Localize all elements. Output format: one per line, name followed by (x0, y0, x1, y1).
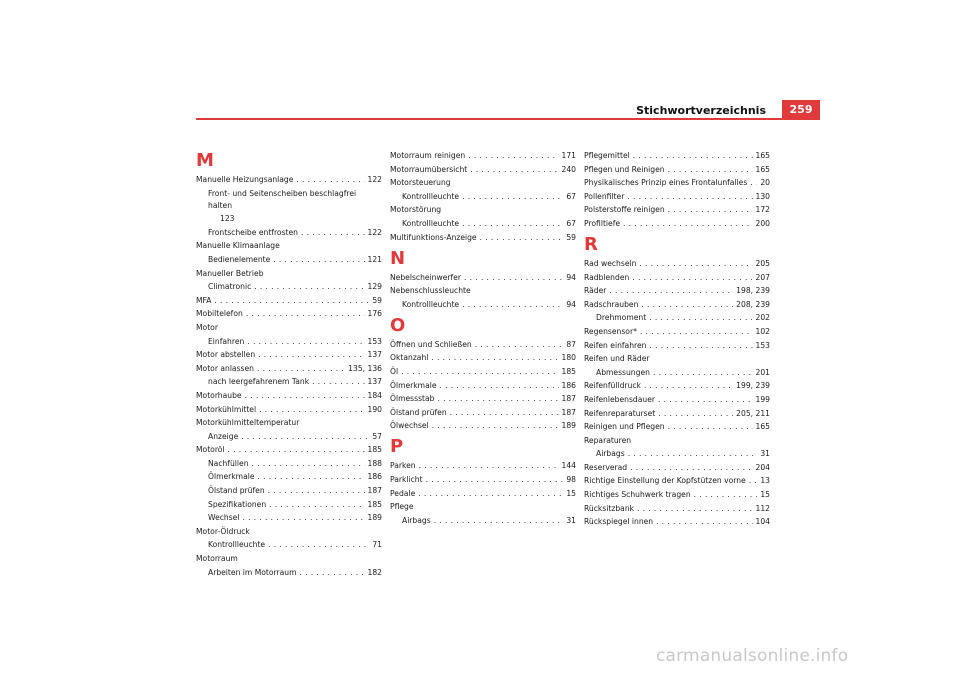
index-entry-page: 57 (372, 431, 382, 441)
dot-leader (437, 393, 558, 405)
index-section-letter: P (390, 436, 404, 458)
index-column-1 (196, 150, 382, 580)
index-entry-term: Wechsel (208, 513, 240, 523)
index-entry (584, 408, 770, 420)
index-entry-term: Motor abstellen (196, 350, 256, 360)
index-heading: Reifen und Räder (584, 354, 650, 364)
index-entry-term: Rückspiegel innen (584, 517, 654, 527)
dot-leader (470, 164, 558, 176)
index-entry-term: Airbags (596, 449, 625, 459)
index-entry-term: Pedale (390, 488, 416, 498)
index-entry-term: MFA (196, 295, 212, 305)
index-entry (390, 393, 576, 405)
index-entry (196, 390, 382, 402)
index-entry-term: Motor anlassen (196, 363, 254, 373)
index-entry (584, 218, 770, 230)
index-entry-term: Manuelle Heizungsanlage (196, 175, 294, 184)
index-entry-page: 187 (367, 486, 382, 496)
dot-leader (658, 408, 733, 420)
index-entry-page: 59 (566, 232, 576, 242)
index-entry-term: Kontrollleuchte (402, 299, 460, 309)
index-entry-term: Motorraum reinigen (390, 151, 466, 160)
index-entry-page: 165 (755, 422, 770, 432)
index-entry-page: 31 (760, 449, 770, 459)
dot-leader (450, 407, 559, 419)
index-entry-page: 87 (566, 339, 576, 349)
index-entry-term: Reifenreparaturset (584, 408, 656, 418)
index-entry-page: 135, 136 (348, 363, 382, 373)
index-entry-term: Climatronic (208, 282, 252, 292)
index-entry-term: Arbeiten im Motorraum (208, 567, 297, 577)
dot-leader (426, 474, 564, 486)
index-entry (196, 485, 382, 497)
dot-leader (462, 191, 563, 203)
index-heading: Manueller Betrieb (196, 268, 264, 278)
dot-leader (257, 363, 345, 375)
index-entry-page: 153 (367, 336, 382, 346)
index-entry (584, 503, 770, 515)
index-entry-page: 172 (755, 205, 770, 215)
dot-leader (312, 376, 364, 388)
dot-leader (644, 380, 733, 392)
dot-leader (462, 218, 563, 230)
index-entry-page: 71 (372, 540, 382, 550)
index-entry (196, 499, 382, 511)
index-entry-term: nach leergefahrenem Tank (208, 377, 310, 387)
index-entry-page: 102 (755, 326, 770, 336)
dot-leader (475, 339, 564, 351)
dot-leader (273, 254, 364, 266)
index-entry-page: 199, 239 (736, 381, 770, 391)
dot-leader (419, 460, 559, 472)
index-entry-term: Nebelscheinwerfer (390, 272, 461, 282)
page-number-badge: 259 (782, 100, 820, 118)
index-entry-page: 122 (367, 227, 382, 237)
index-entry-term: Pflegen und Reinigen (584, 164, 665, 174)
index-entry-page: 137 (367, 377, 382, 387)
index-entry-page: 15 (566, 488, 576, 498)
index-entry-page: 144 (561, 461, 576, 471)
index-column-2 (390, 150, 576, 528)
index-section-letter: M (196, 150, 214, 171)
index-entry (196, 281, 382, 293)
index-entry-page: 186 (561, 380, 576, 390)
page-title: Stichwortverzeichnis (636, 104, 766, 117)
index-entry (584, 421, 770, 433)
index-entry-page: 129 (367, 282, 382, 292)
index-entry-term: Räder (584, 286, 607, 296)
index-entry (390, 515, 576, 527)
index-entry-page: 153 (755, 340, 770, 350)
index-entry-term: Ölmessstab (390, 394, 435, 404)
index-entry-term: Parken (390, 461, 416, 471)
index-entry (584, 150, 770, 162)
index-heading: Motorkühlmitteltemperatur (196, 418, 300, 428)
index-entry-term: Nachfüllen (208, 458, 249, 468)
index-heading: Front- und Seitenscheiben beschlagfrei halten (208, 188, 357, 210)
dot-leader (228, 444, 365, 456)
index-entry-page: 137 (367, 350, 382, 360)
dot-leader (649, 312, 752, 324)
index-heading: Reparaturen (584, 435, 632, 445)
index-entry-page: 180 (561, 353, 576, 363)
dot-leader (269, 499, 364, 511)
dot-leader (462, 299, 563, 311)
index-entry-page: 240 (561, 164, 576, 174)
index-entry-term: Reifenlebensdauer (584, 394, 655, 404)
index-entry-term: Motoröl (196, 445, 225, 455)
dot-leader (649, 340, 752, 352)
index-entry-page: 199 (755, 394, 770, 404)
dot-leader (432, 420, 559, 432)
index-entry-page: 189 (561, 421, 576, 431)
index-entry-term: Reifen einfahren (584, 340, 647, 350)
index-heading: Manuelle Klimaanlage (196, 241, 280, 251)
dot-leader (296, 174, 364, 186)
dot-leader (668, 204, 753, 216)
index-entry-page: 208, 239 (736, 299, 770, 309)
dot-leader (633, 150, 753, 162)
index-entry (584, 258, 770, 270)
dot-leader (241, 431, 369, 443)
dot-leader (640, 326, 753, 338)
index-section-letter: N (390, 247, 406, 269)
index-entry (584, 380, 770, 392)
index-entry (584, 489, 770, 501)
index-entry (390, 488, 576, 500)
index-entry-term: Frontscheibe entfrosten (208, 227, 298, 237)
index-entry-term: Physikalisches Prinzip eines Frontalunfalles (584, 178, 748, 188)
index-entry (584, 367, 770, 379)
index-entry-term: Kontrollleuchte (208, 540, 266, 550)
dot-leader (639, 258, 752, 270)
index-entry (584, 475, 770, 487)
index-entry-page: 171 (561, 151, 576, 160)
index-entry (196, 254, 382, 266)
index-entry-term: Polsterstoffe reinigen (584, 205, 665, 215)
index-entry (584, 285, 770, 297)
index-entry (390, 218, 576, 230)
index-entry-page: 20 (760, 178, 770, 188)
dot-leader (609, 285, 733, 297)
dot-leader (656, 516, 752, 528)
dot-leader (259, 404, 364, 416)
index-entry-term: Ölmerkmale (208, 472, 255, 482)
index-entry (196, 376, 382, 388)
index-entry (196, 404, 382, 416)
index-entry-term: Regensensor* (584, 326, 637, 336)
index-section-letter: R (584, 233, 598, 255)
index-section-letter: O (390, 314, 406, 336)
index-entry-term: Mobiltelefon (196, 309, 243, 319)
dot-leader (630, 462, 752, 474)
index-entry-page: 94 (566, 272, 576, 282)
index-entry-page: 186 (367, 472, 382, 482)
index-entry-page: 67 (566, 191, 576, 201)
dot-leader (637, 503, 752, 515)
index-entry-page: 190 (367, 404, 382, 414)
index-entry (584, 312, 770, 324)
dot-leader (246, 308, 365, 320)
index-heading: Motor (196, 322, 218, 332)
index-entry-term: Rad wechseln (584, 258, 637, 268)
dot-leader (258, 471, 365, 483)
dot-leader (242, 512, 364, 524)
dot-leader (268, 539, 369, 551)
index-entry (196, 458, 382, 470)
index-entry-term: Reserverad (584, 462, 628, 472)
index-entry (196, 295, 382, 307)
index-entry (196, 363, 382, 375)
dot-leader (440, 380, 559, 392)
index-entry (196, 431, 382, 443)
index-entry (390, 191, 576, 203)
index-entry-page: 176 (367, 309, 382, 319)
index-entry (390, 164, 576, 176)
index-entry (584, 299, 770, 311)
index-entry-page: 130 (755, 191, 770, 201)
index-entry-page: 188 (367, 458, 382, 468)
index-page-ref: 123 (220, 214, 235, 224)
index-entry-term: Rücksitzbank (584, 503, 635, 513)
dot-leader (464, 272, 563, 284)
index-entry-page: 187 (561, 407, 576, 417)
index-entry (584, 516, 770, 528)
index-entry (390, 150, 576, 162)
index-entry-page: 112 (755, 503, 770, 513)
index-heading: Nebenschlussleuchte (390, 286, 471, 296)
index-entry (196, 567, 382, 579)
index-heading: Motorsteuerung (390, 178, 451, 188)
index-entry (390, 366, 576, 378)
index-entry-page: 94 (566, 299, 576, 309)
index-heading: Pflege (390, 502, 414, 512)
index-entry-term: Ölstand prüfen (208, 486, 265, 496)
index-entry (196, 512, 382, 524)
dot-leader (418, 488, 563, 500)
index-entry-page: 204 (755, 462, 770, 472)
index-entry (584, 191, 770, 203)
index-entry (584, 164, 770, 176)
dot-leader (632, 272, 752, 284)
index-entry-term: Spezifikationen (208, 499, 267, 509)
index-entry (196, 444, 382, 456)
index-entry-term: Multifunktions-Anzeige (390, 232, 477, 242)
dot-leader (628, 448, 758, 460)
index-entry-page: 184 (367, 390, 382, 400)
index-entry (390, 352, 576, 364)
index-entry (390, 299, 576, 311)
index-entry (584, 326, 770, 338)
index-entry-term: Motorraumübersicht (390, 164, 468, 174)
index-entry-term: Anzeige (208, 431, 239, 441)
index-entry-page: 200 (755, 218, 770, 228)
index-entry (196, 308, 382, 320)
index-entry-term: Ölstand prüfen (390, 407, 447, 417)
index-entry-page: 98 (566, 474, 576, 484)
index-entry-page: 59 (372, 295, 382, 305)
index-entry (390, 339, 576, 351)
dot-leader (247, 336, 364, 348)
dot-leader (214, 295, 369, 307)
index-entry-page: 165 (755, 164, 770, 174)
index-entry-term: Öffnen und Schließen (390, 339, 472, 349)
index-entry (584, 177, 770, 189)
index-entry-page: 31 (566, 515, 576, 525)
index-entry-page: 185 (367, 445, 382, 455)
index-entry-term: Oktanzahl (390, 353, 429, 363)
index-entry-page: 202 (755, 313, 770, 323)
index-entry-page: 187 (561, 394, 576, 404)
index-entry-term: Parklicht (390, 474, 423, 484)
index-entry-page: 13 (760, 476, 770, 486)
dot-leader (641, 299, 733, 311)
index-entry (196, 227, 382, 239)
index-entry-term: Pollenfilter (584, 191, 625, 201)
index-entry-term: Abmessungen (596, 367, 650, 377)
index-entry-term: Motorhaube (196, 390, 242, 400)
index-entry (390, 474, 576, 486)
index-heading: Motor-Öldruck (196, 526, 250, 536)
index-heading: Motorraum (196, 554, 238, 564)
index-entry (584, 272, 770, 284)
index-entry (196, 471, 382, 483)
index-entry (584, 462, 770, 474)
index-entry-term: Ölmerkmale (390, 380, 437, 390)
index-entry-term: Ölwechsel (390, 421, 429, 431)
index-entry-page: 15 (760, 490, 770, 500)
index-entry-page: 185 (561, 366, 576, 376)
index-entry-term: Richtige Einstellung der Kopfstützen vorne (584, 476, 746, 486)
index-entry (390, 232, 576, 244)
dot-leader (254, 281, 364, 293)
index-heading: Motorstörung (390, 205, 442, 215)
dot-leader (258, 349, 364, 361)
index-entry (196, 349, 382, 361)
index-entry (584, 340, 770, 352)
index-entry (196, 539, 382, 551)
index-entry-term: Einfahren (208, 336, 245, 346)
dot-leader (750, 177, 757, 189)
index-entry-page: 185 (367, 499, 382, 509)
index-entry-term: Radschrauben (584, 299, 639, 309)
index-entry-page: 201 (755, 367, 770, 377)
index-entry (390, 420, 576, 432)
dot-leader (401, 366, 558, 378)
dot-leader (623, 218, 752, 230)
index-entry-term: Richtiges Schuhwerk tragen (584, 490, 691, 500)
dot-leader (668, 164, 753, 176)
dot-leader (431, 352, 558, 364)
index-entry-page: 205 (755, 258, 770, 268)
index-entry-term: Radblenden (584, 272, 630, 282)
index-entry-page: 189 (367, 513, 382, 523)
index-entry-page: 205, 211 (736, 408, 770, 418)
dot-leader (653, 367, 753, 379)
index-entry (390, 380, 576, 392)
index-entry (584, 204, 770, 216)
index-entry-page: 121 (367, 254, 382, 264)
dot-leader (749, 475, 758, 487)
dot-leader (627, 191, 752, 203)
index-entry-term: Reifenfülldruck (584, 381, 641, 391)
index-entry (196, 174, 382, 186)
index-entry-page: 165 (755, 151, 770, 160)
index-entry-term: Profiltiefe (584, 218, 621, 228)
index-column-3 (584, 150, 770, 530)
dot-leader (480, 232, 564, 244)
index-entry-term: Pflegemittel (584, 151, 630, 160)
index-entry (390, 272, 576, 284)
index-entry-term: Bedienelemente (208, 254, 271, 264)
index-entry-term: Motorkühlmittel (196, 404, 257, 414)
dot-leader (434, 515, 564, 527)
index-entry (390, 407, 576, 419)
index-entry-term: Kontrollleuchte (402, 191, 460, 201)
dot-leader (658, 394, 753, 406)
index-entry-page: 198, 239 (736, 286, 770, 296)
dot-leader (694, 489, 758, 501)
index-entry (196, 336, 382, 348)
dot-leader (245, 390, 365, 402)
index-entry-page: 207 (755, 272, 770, 282)
dot-leader (300, 567, 365, 579)
index-entry-page: 104 (755, 517, 770, 527)
dot-leader (268, 485, 365, 497)
index-entry-term: Öl (390, 366, 399, 376)
index-entry-term: Drehmoment (596, 313, 647, 323)
watermark: carmanualsonline.info (656, 646, 849, 666)
index-entry-term: Kontrollleuchte (402, 218, 460, 228)
index-entry-term: Reinigen und Pflegen (584, 422, 665, 432)
index-entry (584, 448, 770, 460)
header-divider (196, 118, 820, 120)
index-entry-term: Airbags (402, 515, 431, 525)
index-entry-page: 122 (367, 175, 382, 184)
index-entry (584, 394, 770, 406)
index-entry-page: 182 (367, 567, 382, 577)
dot-leader (301, 227, 365, 239)
index-entry (390, 460, 576, 472)
dot-leader (668, 421, 753, 433)
index-entry-page: 67 (566, 218, 576, 228)
dot-leader (468, 150, 558, 162)
dot-leader (252, 458, 365, 470)
